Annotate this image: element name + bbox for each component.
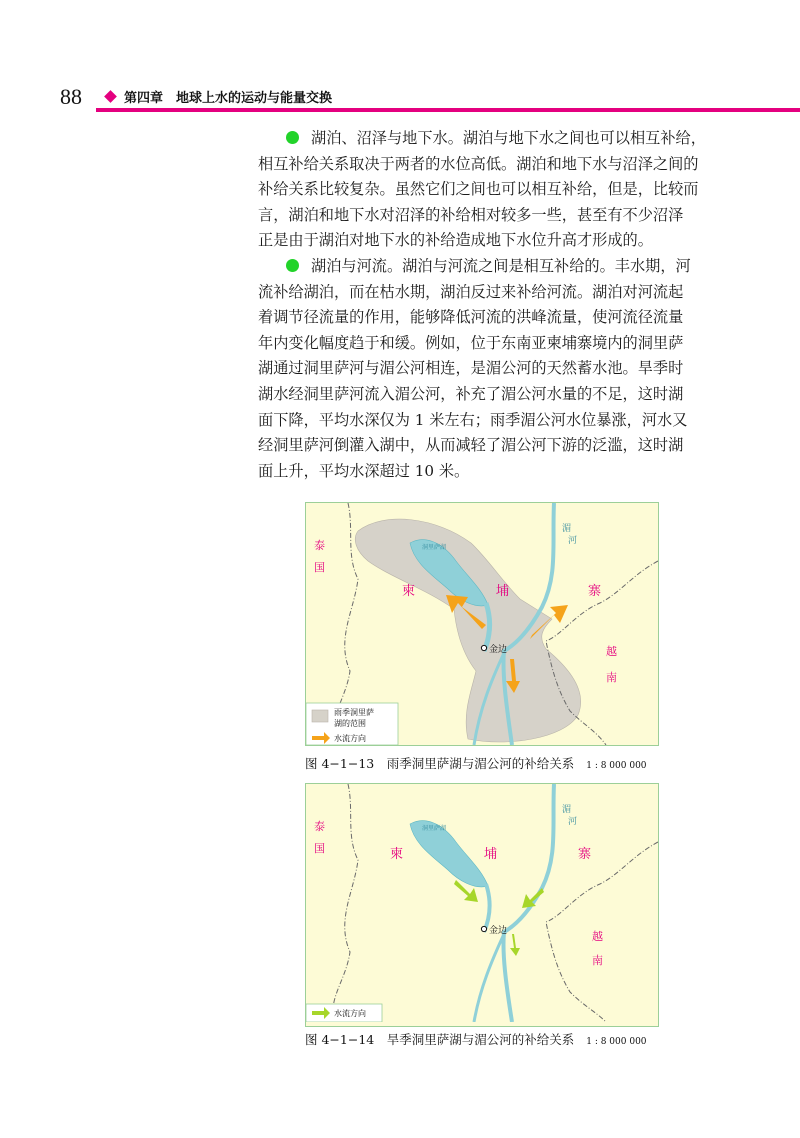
- text-line: 年内变化幅度趋于和缓。例如，位于东南亚柬埔寨境内的洞里萨: [258, 333, 684, 352]
- header-rule: [96, 108, 800, 112]
- text-line: 言，湖泊和地下水对沼泽的补给相对较多一些，甚至有不少沼泽: [258, 205, 684, 224]
- country-label: 国: [314, 561, 325, 574]
- flow-arrow: [510, 934, 520, 956]
- text-line: 经洞里萨河倒灌入湖中，从而减轻了湄公河下游的泛滥，这时湖: [258, 436, 684, 455]
- legend-text: 水流方向: [334, 734, 366, 743]
- map-legend: [306, 1004, 382, 1022]
- text-line: 湖通过洞里萨河与湄公河相连，是湄公河的天然蓄水池。旱季时: [258, 359, 684, 378]
- country-label: 柬: [390, 847, 404, 862]
- country-label: 寨: [588, 584, 602, 599]
- country-label: 南: [606, 671, 617, 684]
- mekong-label-2: 河: [568, 817, 578, 827]
- legend-text: 湖的范围: [334, 719, 366, 728]
- caption-text: 图 4−1−14 旱季洞里萨湖与湄公河的补给关系: [305, 1032, 575, 1047]
- country-label: 寨: [578, 847, 592, 862]
- legend-text: 雨季洞里萨: [334, 708, 374, 717]
- text-line: 湖水经洞里萨河流入湄公河，补充了湄公河水量的不足，这时湖: [258, 384, 684, 403]
- text-line: 湖泊、沼泽与地下水。湖泊与地下水之间也可以相互补给，: [311, 129, 706, 147]
- caption-text: 图 4−1−13 雨季洞里萨湖与湄公河的补给关系: [305, 756, 575, 771]
- diamond-icon: [104, 90, 117, 103]
- border-thailand: [333, 784, 358, 1022]
- tributary: [474, 934, 504, 1022]
- lake-label: 洞里萨湖: [422, 825, 447, 832]
- body-text: [258, 126, 738, 484]
- mekong-label: 湄: [562, 524, 572, 534]
- country-label: 埔: [496, 584, 510, 599]
- text-line: 流补给湖泊，而在枯水期，湖泊反过来补给河流。湖泊对河流起: [258, 282, 684, 301]
- legend-text: 水流方向: [334, 1009, 366, 1018]
- bullet-icon: [286, 131, 299, 144]
- text-line: 补给关系比较复杂。虽然它们之间也可以相互补给，但是，比较而: [258, 180, 699, 199]
- country-label: 越: [606, 645, 617, 658]
- text-line: 面上升，平均水深超过 10 米。: [258, 461, 470, 480]
- country-label: 泰: [314, 820, 325, 833]
- country-label: 柬: [402, 584, 416, 599]
- country-label: 南: [592, 954, 603, 967]
- caption-scale: 1 : 8 000 000: [586, 1037, 647, 1047]
- figure-caption: [305, 1030, 685, 1048]
- country-label: 国: [314, 842, 325, 855]
- city-marker: [481, 926, 486, 931]
- mekong-label-2: 河: [568, 536, 578, 546]
- map-rainy-season: [305, 502, 659, 746]
- mekong-label: 湄: [562, 805, 572, 815]
- flow-arrow: [522, 888, 544, 908]
- figure-caption: [305, 754, 685, 772]
- bullet-icon: [286, 259, 299, 272]
- city-label: 金边: [489, 926, 508, 936]
- city-marker: [481, 645, 486, 650]
- tonle-sap-river: [484, 884, 490, 932]
- page-number: 88: [60, 84, 82, 109]
- country-label: 泰: [314, 539, 325, 552]
- map-rainy-svg: [306, 503, 658, 745]
- paragraph: [258, 126, 738, 254]
- text-line: 正是由于湖泊对地下水的补给造成地下水位升高才形成的。: [258, 231, 653, 250]
- text-line: 面下降，平均水深仅为 1 米左右；雨季湄公河水位暴涨，河水又: [258, 410, 688, 429]
- map-legend: [306, 703, 398, 745]
- text-line: 相互补给关系取决于两者的水位高低。湖泊和地下水与沼泽之间的: [258, 154, 699, 173]
- text-line: 着调节径流量的作用，能够降低河流的洪峰流量，使河流径流量: [258, 308, 684, 327]
- country-label: 埔: [484, 847, 498, 862]
- map-dry-svg: [306, 784, 658, 1022]
- paragraph: [258, 254, 738, 484]
- map-dry-season: [305, 783, 659, 1027]
- page-header: [0, 82, 800, 112]
- chapter-title: 第四章 地球上水的运动与能量交换: [124, 91, 333, 106]
- caption-scale: 1 : 8 000 000: [586, 761, 647, 771]
- city-label: 金边: [489, 645, 508, 655]
- lake-label: 洞里萨湖: [422, 544, 447, 551]
- country-label: 越: [592, 930, 603, 943]
- text-line: 湖泊与河流。湖泊与河流之间是相互补给的。丰水期，河: [311, 256, 691, 275]
